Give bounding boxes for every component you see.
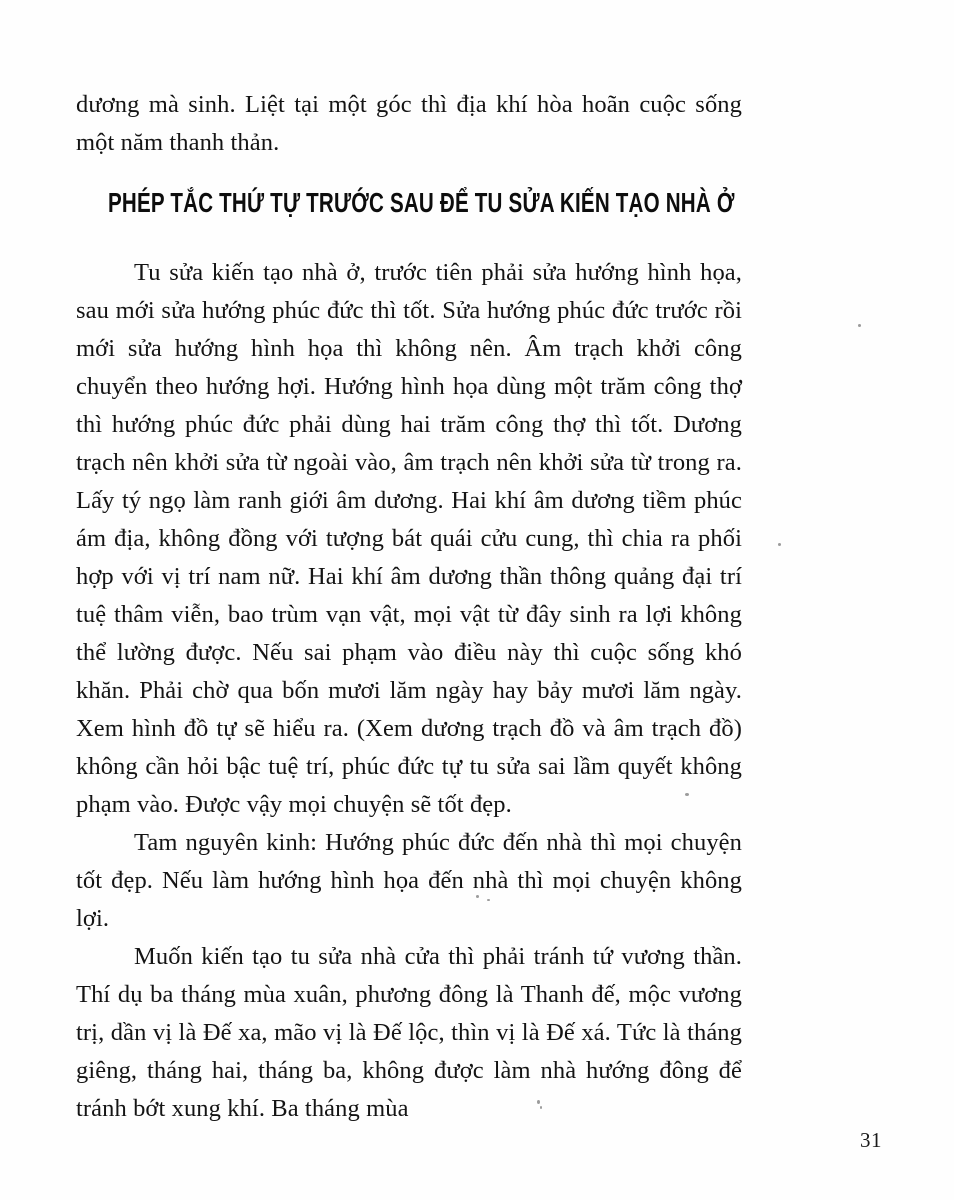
paragraph-3: Muốn kiến tạo tu sửa nhà cửa thì phải tránh tứ vương thần. Thí dụ ba tháng mùa xuân, phương đông là Thanh đế, mộc vương trị, dần vị là Đế xa, mão vị là Đế lộc, thìn vị là Đế xá. Tức là tháng giêng, tháng hai, tháng ba, không được làm nhà hướng đông để tránh bớt xung khí. Ba tháng mùa [76,943,742,1122]
paragraph-1: Tu sửa kiến tạo nhà ở, trước tiên phải sửa hướng hình họa, sau mới sửa hướng phúc đức thì tốt. Sửa hướng phúc đức trước rồi mới sửa hướng hình họa thì không nên. Âm trạch khởi công chuyển theo hướng hợi. Hướng hình họa dùng một trăm công thợ thì hướng phúc đức phải dùng hai trăm công thợ thì tốt. Dương trạch nên khởi sửa từ ngoài vào, âm trạch nên khởi sửa từ trong ra. Lấy tý ngọ làm ranh giới âm dương. Hai khí âm dương tiềm phúc ám địa, không đồng với tượng bát quái cửu cung, thì chia ra phối hợp với vị trí nam nữ. Hai khí âm dương thần thông quảng đại trí tuệ thâm viễn, bao trùm vạn vật, mọi vật từ đây sinh ra lợi không thể lường được. Nếu sai phạm vào điều này thì cuộc sống khó khăn. Phải chờ qua bốn mươi lăm ngày hay bảy mươi lăm ngày. Xem hình đồ tự sẽ hiểu ra. (Xem dương trạch đồ và âm trạch đồ) không cần hỏi bậc tuệ trí, phúc đức tự tu sửa sai lầm quyết không phạm vào. Được vậy mọi chuyện sẽ tốt đẹp. [76,259,742,818]
scan-speck-icon [537,1100,540,1104]
scan-speck-icon [540,1106,542,1109]
scan-speck-icon [476,895,479,898]
section-heading-wrap [76,188,742,238]
paragraph-2: Tam nguyên kinh: Hướng phúc đức đến nhà thì mọi chuyện tốt đẹp. Nếu làm hướng hình họa đến nhà thì mọi chuyện không lợi. [76,829,742,932]
lead-paragraph-block [76,86,742,162]
scan-speck-icon [858,324,861,327]
page-content [76,86,742,1128]
scan-speck-icon [778,543,781,546]
scan-speck-icon [487,899,490,901]
scan-speck-icon [685,793,689,796]
page-number: 31 [860,1128,882,1152]
lead-paragraph: dương mà sinh. Liệt tại một góc thì địa khí hòa hoãn cuộc sống một năm thanh thản. [76,91,742,156]
section-title: PHÉP TẮC THỨ TỰ TRƯỚC SAU ĐỂ TU SỬA KIẾN TẠO NHÀ Ở [108,188,735,219]
body-paragraphs [76,254,742,1128]
